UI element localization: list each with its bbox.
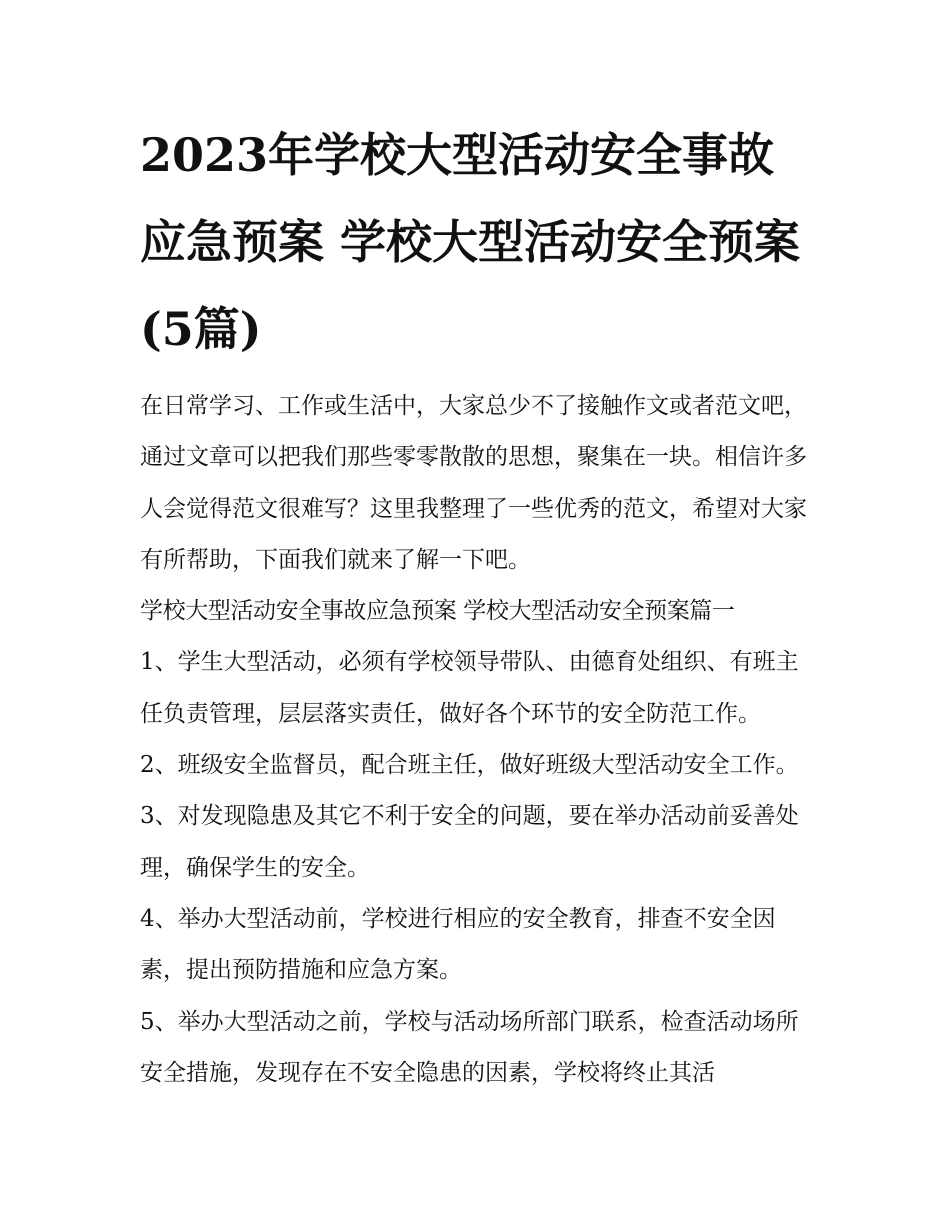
- list-item-1: 1、学生大型活动，必须有学校领导带队、由德育处组织、有班主任负责管理，层层落实责任，做好各个环节的安全防范工作。: [140, 649, 799, 727]
- section-heading: 学校大型活动安全事故应急预案 学校大型活动安全预案篇一: [140, 598, 735, 625]
- document-title: 2023年学校大型活动安全事故应急预案 学校大型活动安全预案(5篇): [140, 128, 801, 356]
- list-item-5: 5、举办大型活动之前，学校与活动场所部门联系，检查活动场所安全措施，发现存在不安全隐患的因素，学校将终止其活: [140, 1008, 799, 1086]
- intro-paragraph: 在日常学习、工作或生活中，大家总少不了接触作文或者范文吧，通过文章可以把我们那些零零散散的思想，聚集在一块。相信许多人会觉得范文很难写？这里我整理了一些优秀的范文，希望对大家有所帮助，下面我们就来了解一下吧。: [140, 393, 807, 573]
- document-page: [140, 112, 812, 1099]
- list-item-2-3: 2、班级安全监督员，配合班主任，做好班级大型活动安全工作。 3、对发现隐患及其它不利于安全的问题，要在举办活动前妥善处理，确保学生的安全。: [140, 752, 799, 881]
- list-item-4: 4、举办大型活动前，学校进行相应的安全教育，排查不安全因素，提出预防措施和应急方案。: [140, 905, 776, 984]
